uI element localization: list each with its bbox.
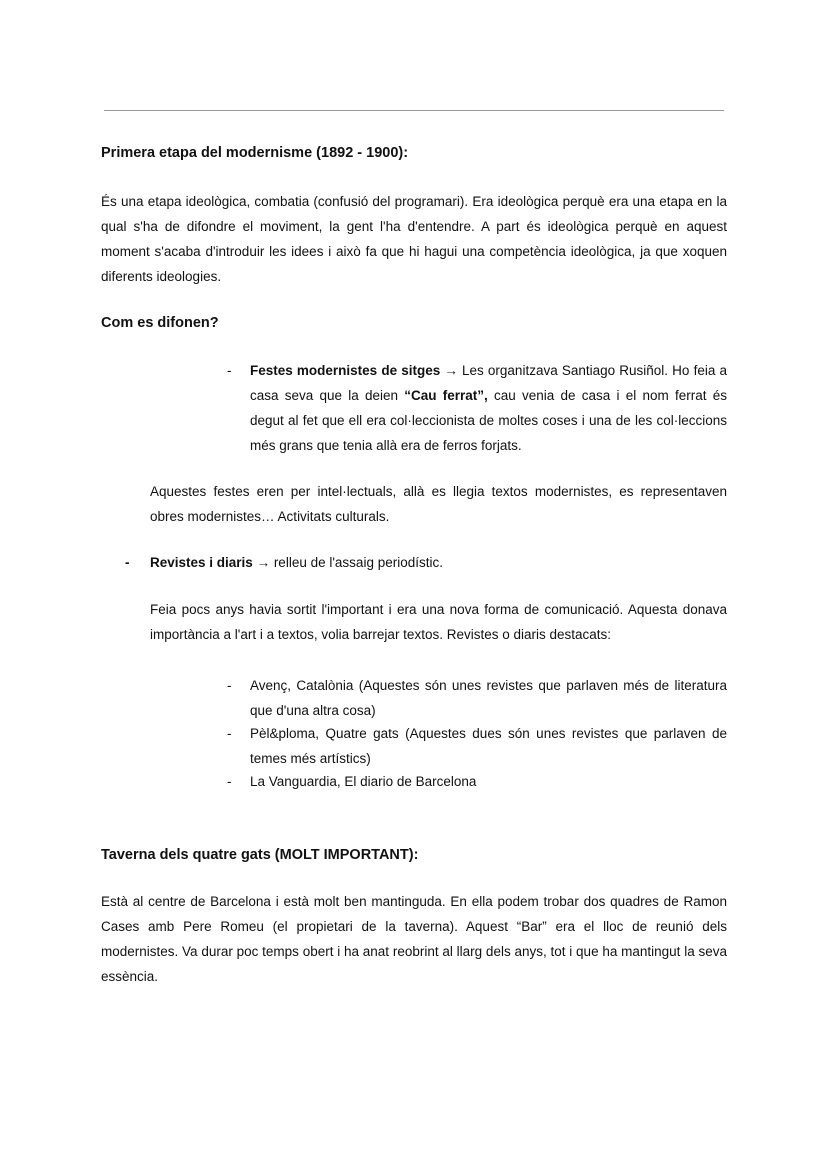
paragraph-taverna: Està al centre de Barcelona i està molt ben mantinguda. En ella podem trobar dos quadres de Ramon Cases amb Pere Romeu (el propietari de la taverna). Aquest “Bar” era el lloc de reunió dels modernistes. Va durar poc temps obert i ha anat reobrint al llarg dels anys, tot i que ha mantingut la seva essència. [101,894,727,984]
sublist-item-pelploma: Pèl&ploma, Quatre gats (Aquestes dues són unes revistes que parlaven de temes més artístics) [250,726,727,766]
paragraph-primera-etapa: És una etapa ideològica, combatia (confusió del programari). Era ideològica perquè era una etapa en la qual s'ha de difondre el moviment, la gent l'ha d'entendre. A part és ideològica perquè en aquest moment s'acaba d'introduir les idees i això fa que hi hagui una competència ideològica, ja que xoquen diferents ideologies. [101,194,727,284]
revistes-title: Revistes i diaris [150,555,253,570]
list-item-festes [250,358,727,458]
sublist-dash-1: - [227,678,232,693]
sublist-item-vanguardia: La Vanguardia, El diario de Barcelona [250,774,477,789]
sublist-item-avenc: Avenç, Catalònia (Aquestes són unes revistes que parlaven més de literatura que d'una altra cosa) [250,678,727,718]
heading-taverna: Taverna dels quatre gats (MOLT IMPORTANT): [101,847,419,863]
revistes-text: → relleu de l'assaig periodístic. [252,555,443,570]
list-dash-revistes: - [125,555,130,570]
sublist-dash-3: - [227,774,232,789]
paragraph-revistes-note: Feia pocs anys havia sortit l'important i era una nova forma de comunicació. Aquesta donava importància a l'art i a textos, volia barrejar textos. Revistes o diaris destacats: [150,602,727,642]
sublist-dash-2: - [227,726,232,741]
festes-text-b: cau venia de casa i el nom ferrat és degut al fet que ell era col·leccionista de moltes coses i una de les col·leccions més grans que tenia allà era de ferros forjats. [250,388,727,453]
list-dash-festes: - [227,363,232,378]
header-rule [104,110,724,111]
heading-com-es-difonen: Com es difonen? [101,315,219,331]
festes-title: Festes modernistes de sitges [250,363,441,378]
cau-ferrat-quote: “Cau ferrat”, [404,388,488,403]
heading-primera-etapa: Primera etapa del modernisme (1892 - 1900): [101,145,409,161]
list-item-revistes [150,550,443,575]
paragraph-festes-note: Aquestes festes eren per intel·lectuals, allà es llegia textos modernistes, es representaven obres modernistes… Activitats culturals. [150,484,727,524]
festes-text-a: → Les organitzava Santiago Rusiñol. Ho feia a casa seva que la deien [250,363,727,403]
